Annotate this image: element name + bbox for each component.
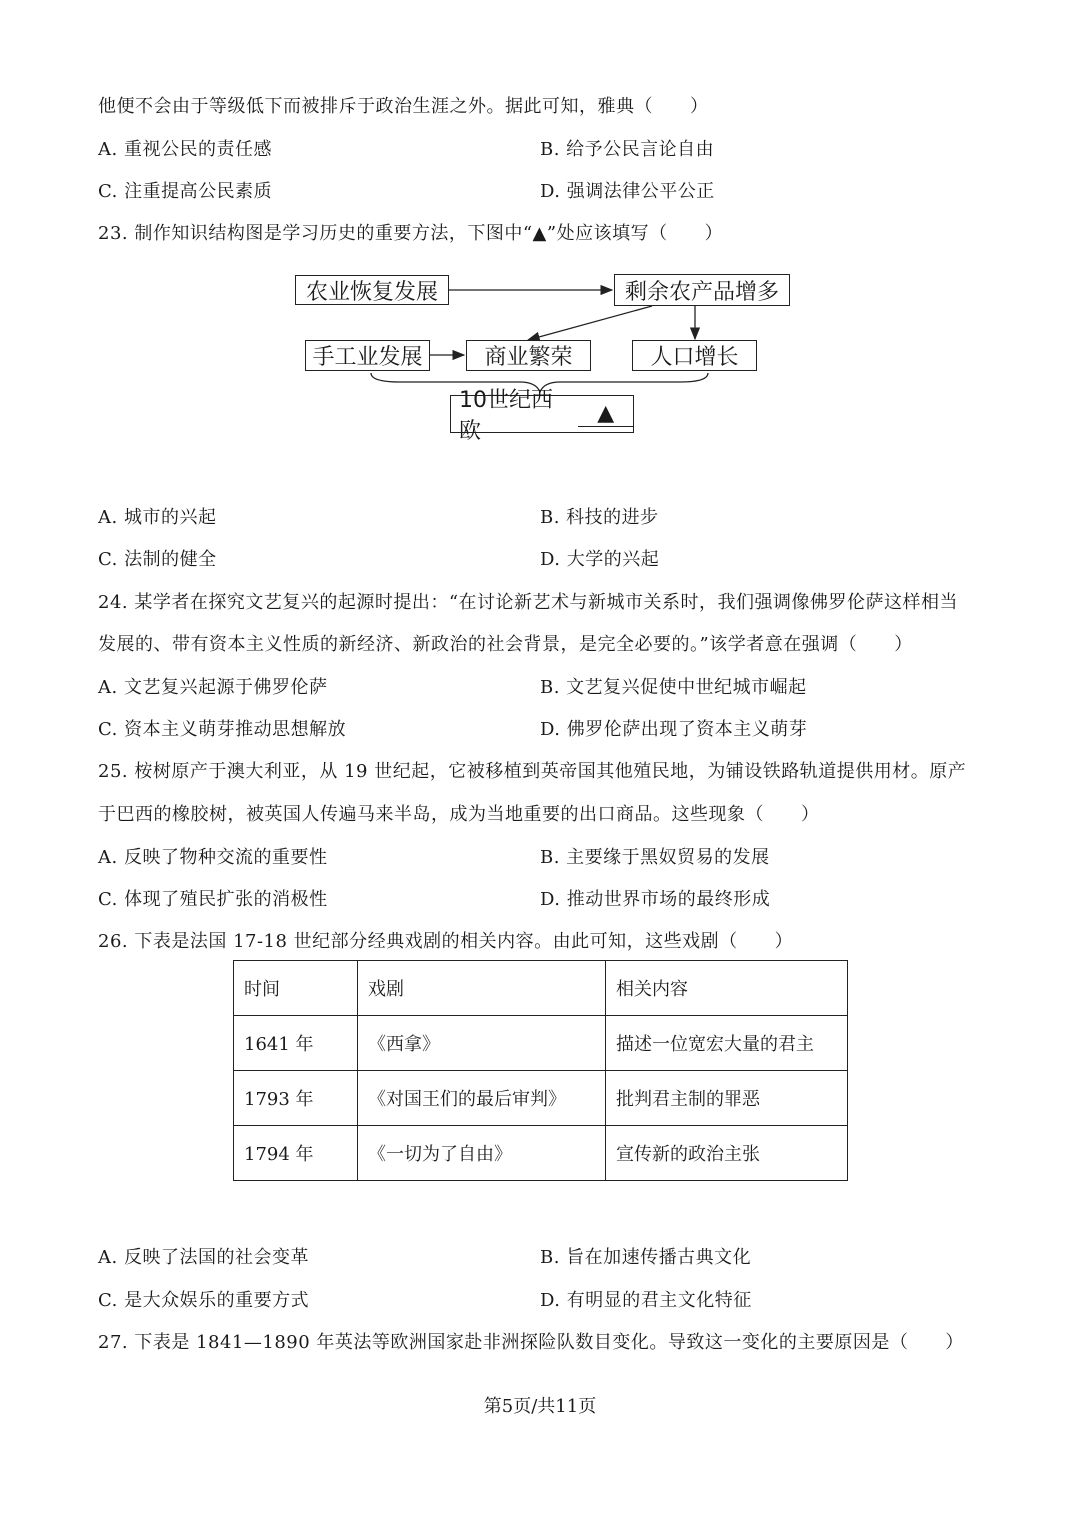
cell-drama: 《对国王们的最后审判》 [358,1071,606,1126]
cell-content: 批判君主制的罪恶 [606,1071,848,1126]
cell-content: 宣传新的政治主张 [606,1126,848,1181]
table-header-row [234,961,848,1016]
header-drama: 戏剧 [358,961,606,1016]
box-result [450,388,634,444]
cell-drama: 《西拿》 [358,1016,606,1071]
q22-option-c: C. 注重提高公民素质 [98,181,273,202]
q26-stem: 26. 下表是法国 17-18 世纪部分经典戏剧的相关内容。由此可知，这些戏剧（ ） [98,931,794,952]
q22-option-b: B. 给予公民言论自由 [540,139,715,160]
box-surplus: 剩余农产品增多 [614,274,790,306]
q25-option-a: A. 反映了物种交流的重要性 [98,847,328,868]
q26-option-b: B. 旨在加速传播古典文化 [540,1247,752,1268]
q25-stem-line2: 于巴西的橡胶树，被英国人传遍马来半岛，成为当地重要的出口商品。这些现象（ ） [98,804,820,825]
q27-stem: 27. 下表是 1841—1890 年英法等欧洲国家赴非洲探险队数目变化。导致这一变化的主要原因是（ ） [98,1332,964,1353]
cell-content: 描述一位宽宏大量的君主 [606,1016,848,1071]
q23-stem: 23. 制作知识结构图是学习历史的重要方法，下图中“▲”处应该填写（ ） [98,223,724,244]
cell-time: 1793 年 [234,1071,358,1126]
cell-drama: 《一切为了自由》 [358,1126,606,1181]
box-commerce: 商业繁荣 [466,340,591,371]
header-content: 相关内容 [606,961,848,1016]
box-population: 人口增长 [632,340,757,371]
q24-option-d: D. 佛罗伦萨出现了资本主义萌芽 [540,719,808,740]
q23-option-c: C. 法制的健全 [98,549,217,570]
page-footer: 第5页/共11页 [483,1396,597,1417]
q25-option-b: B. 主要缘于黑奴贸易的发展 [540,847,770,868]
q22-option-d: D. 强调法律公平公正 [540,181,715,202]
drama-table [233,960,848,1181]
q25-stem-line1: 25. 桉树原产于澳大利亚，从 19 世纪起，它被移植到英帝国其他殖民地，为铺设铁路轨道提供用材。原产 [98,761,967,782]
table-row [234,1126,848,1181]
q23-option-b: B. 科技的进步 [540,507,659,528]
q22-option-a: A. 重视公民的责任感 [98,139,272,160]
q26-option-d: D. 有明显的君主文化特征 [540,1290,752,1311]
q25-option-d: D. 推动世界市场的最终形成 [540,889,771,910]
q24-option-c: C. 资本主义萌芽推动思想解放 [98,719,347,740]
header-time: 时间 [234,961,358,1016]
box-agriculture: 农业恢复发展 [295,275,449,305]
q23-option-d: D. 大学的兴起 [540,549,660,570]
table-row [234,1071,848,1126]
q24-option-b: B. 文艺复兴促使中世纪城市崛起 [540,677,807,698]
q24-option-a: A. 文艺复兴起源于佛罗伦萨 [98,677,328,698]
result-prefix: 10世纪西欧 [459,388,553,444]
q25-option-c: C. 体现了殖民扩张的消极性 [98,889,328,910]
q26-option-a: A. 反映了法国的社会变革 [98,1247,309,1268]
q22-stem-tail: 他便不会由于等级低下而被排斥于政治生涯之外。据此可知，雅典（ ） [98,96,709,117]
box-handicraft: 手工业发展 [305,340,430,371]
q24-stem-line1: 24. 某学者在探究文艺复兴的起源时提出：“在讨论新艺术与新城市关系时，我们强调像佛罗伦萨这样相当 [98,592,959,613]
arrow-surplus-to-commerce [528,306,652,340]
q26-option-c: C. 是大众娱乐的重要方式 [98,1290,310,1311]
cell-time: 1641 年 [234,1016,358,1071]
table-row [234,1016,848,1071]
q24-stem-line2: 发展的、带有资本主义性质的新经济、新政治的社会背景，是完全必要的。”该学者意在强调（ ） [98,634,913,655]
cell-time: 1794 年 [234,1126,358,1181]
result-blank: ▲ [578,402,633,427]
q23-option-a: A. 城市的兴起 [98,507,217,528]
